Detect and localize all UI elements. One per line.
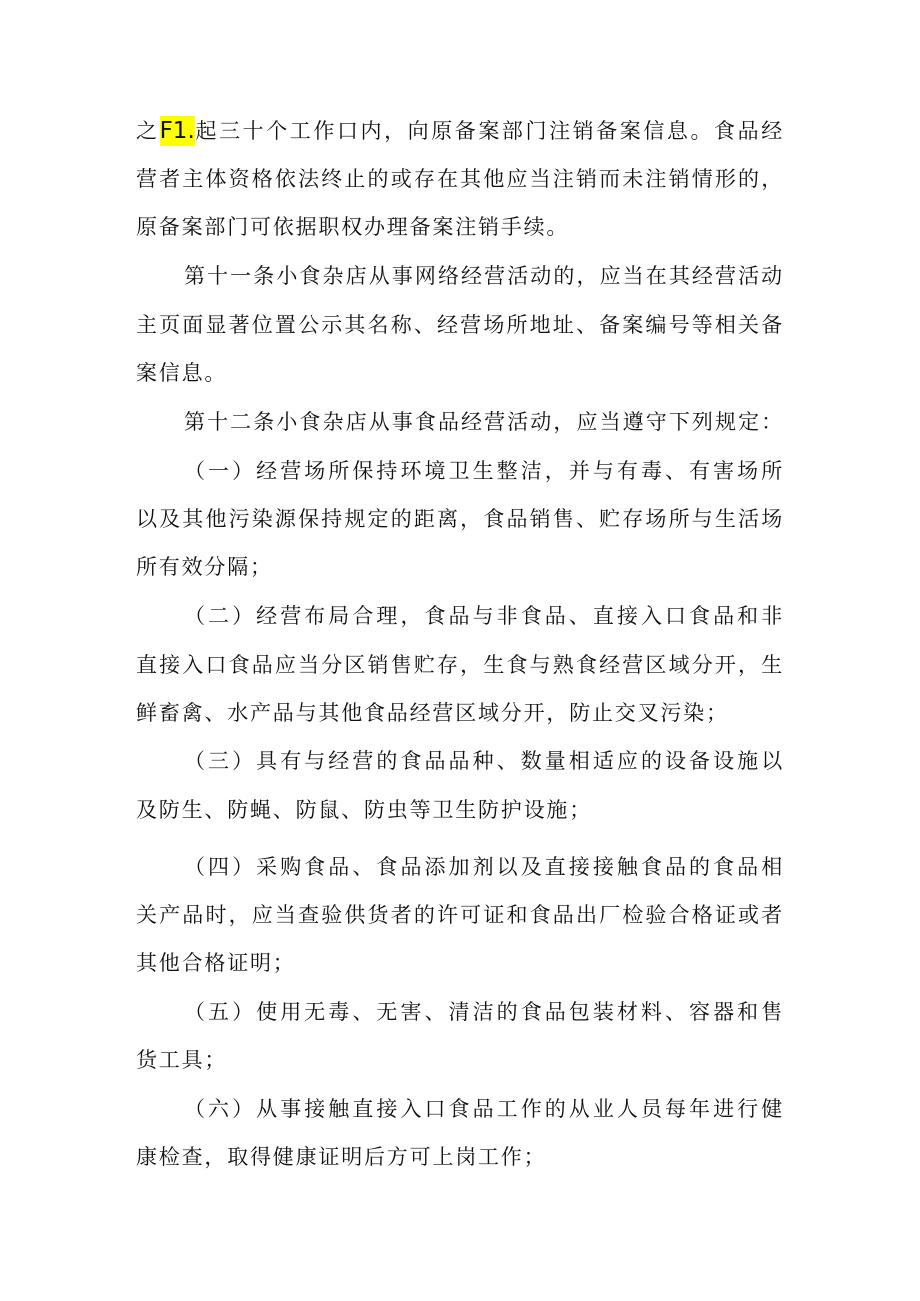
item-3-line-2: 及防生、防蝇、防鼠、防虫等卫生防护设施； <box>136 798 592 822</box>
text-segment: 起三十个工作口内，向原备案部门注销备案信息。食品经 <box>194 119 784 143</box>
item-4-line-2: 关产品时，应当查验供货者的许可证和食品出厂检验合格证或者 <box>136 903 784 927</box>
article-12-heading: 第十二条小食杂店从事食品经营活动，应当遵守下列规定： <box>184 410 784 434</box>
item-2-line-3: 鲜畜禽、水产品与其他食品经营区域分开，防止交叉污染； <box>136 701 729 725</box>
item-6-line-2: 康检查，取得健康证明后方可上岗工作； <box>136 1145 547 1169</box>
item-4-line-1: （四）采购食品、食品添加剂以及直接接触食品的食品相 <box>184 855 784 879</box>
paragraph-1-line-1 <box>136 116 784 146</box>
item-6-line-1: （六）从事接触直接入口食品工作的从业人员每年进行健 <box>184 1097 784 1121</box>
article-11-line-3: 案信息。 <box>136 361 228 385</box>
text-segment: 之 <box>136 119 160 143</box>
highlighted-text: F1. <box>159 118 195 144</box>
item-1-line-2: 以及其他污染源保持规定的距离，食品销售、贮存场所与生活场 <box>136 507 784 531</box>
item-5-line-1: （五）使用无毒、无害、清洁的食品包装材料、容器和售 <box>184 1000 784 1024</box>
paragraph-1-line-2: 营者主体资格依法终止的或存在其他应当注销而未注销情形的， <box>136 167 784 191</box>
item-2-line-1: （二）经营布局合理，食品与非食品、直接入口食品和非 <box>184 604 784 628</box>
article-11-line-1: 第十一条小食杂店从事网络经营活动的，应当在其经营活动 <box>184 264 784 288</box>
item-3-line-1: （三）具有与经营的食品品种、数量相适应的设备设施以 <box>184 749 784 773</box>
item-1-line-1: （一）经营场所保持环境卫生整洁，并与有毒、有害场所 <box>184 459 784 483</box>
item-2-line-2: 直接入口食品应当分区销售贮存，生食与熟食经营区域分开，生 <box>136 653 784 677</box>
article-11-line-2: 主页面显著位置公示其名称、经营场所地址、备案编号等相关备 <box>136 313 784 337</box>
paragraph-1-line-3: 原备案部门可依据职权办理备案注销手续。 <box>136 215 570 239</box>
item-5-line-2: 货工具； <box>136 1048 228 1072</box>
item-4-line-3: 其他合格证明； <box>136 951 296 975</box>
item-1-line-3: 所有效分隔； <box>136 555 273 579</box>
